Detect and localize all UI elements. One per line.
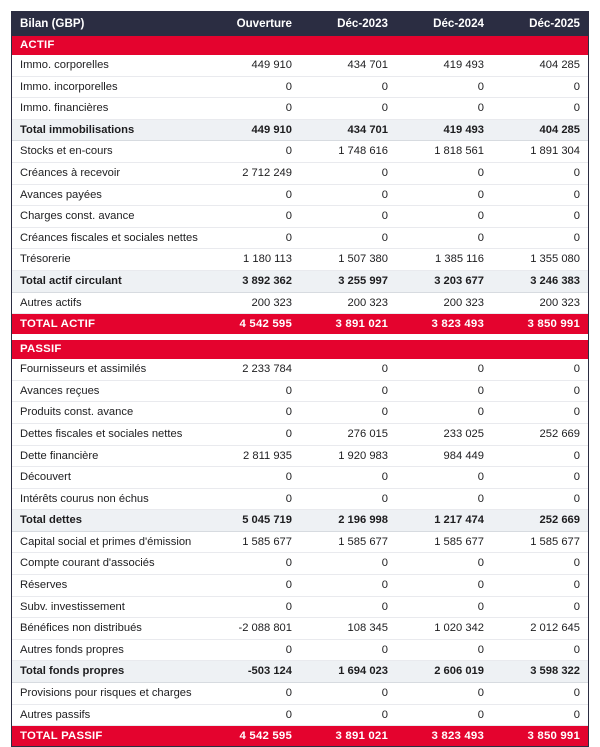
table-row: [12, 596, 588, 618]
row-value: 0: [300, 359, 396, 380]
row-value: 3 598 322: [492, 661, 588, 683]
section-header-label: ACTIF: [12, 36, 588, 55]
row-value: 0: [492, 380, 588, 402]
row-value: 1 920 983: [300, 445, 396, 467]
section-header-row: [12, 36, 588, 55]
row-value: 0: [300, 380, 396, 402]
row-value: 3 892 362: [204, 270, 300, 292]
row-value: 233 025: [396, 423, 492, 445]
row-value: 0: [204, 227, 300, 249]
table-row: [12, 618, 588, 640]
row-value: 3 255 997: [300, 270, 396, 292]
header-cell-title: Bilan (GBP): [12, 12, 204, 36]
row-label: TOTAL PASSIF: [12, 726, 204, 747]
row-value: 0: [300, 683, 396, 705]
table-row: [12, 359, 588, 380]
row-value: 0: [492, 98, 588, 120]
row-value: 0: [300, 596, 396, 618]
row-value: 5 045 719: [204, 510, 300, 532]
row-value: 4 542 595: [204, 726, 300, 747]
row-label: Avances payées: [12, 184, 204, 206]
header-cell-dec-2023: Déc-2023: [300, 12, 396, 36]
row-value: 0: [492, 553, 588, 575]
row-value: 0: [300, 575, 396, 597]
table-row: [12, 270, 588, 292]
row-value: 0: [300, 639, 396, 661]
row-label: Autres passifs: [12, 704, 204, 726]
row-value: 1 818 561: [396, 141, 492, 163]
row-label: Découvert: [12, 467, 204, 489]
row-value: 3 246 383: [492, 270, 588, 292]
row-value: 0: [300, 184, 396, 206]
row-label: Intérêts courus non échus: [12, 488, 204, 510]
row-value: 1 585 677: [396, 531, 492, 553]
row-label: Immo. corporelles: [12, 55, 204, 76]
row-label: Dettes fiscales et sociales nettes: [12, 423, 204, 445]
row-value: 0: [204, 98, 300, 120]
row-label: Créances à recevoir: [12, 162, 204, 184]
row-value: 3 891 021: [300, 314, 396, 335]
row-value: 0: [492, 575, 588, 597]
table-row: [12, 249, 588, 271]
row-value: 419 493: [396, 55, 492, 76]
row-value: 0: [396, 380, 492, 402]
row-label: Total immobilisations: [12, 119, 204, 141]
table-body: [12, 36, 588, 746]
row-value: 0: [396, 206, 492, 228]
row-value: 0: [204, 206, 300, 228]
row-value: 0: [396, 488, 492, 510]
row-value: 3 823 493: [396, 726, 492, 747]
row-value: 434 701: [300, 119, 396, 141]
row-value: 0: [300, 467, 396, 489]
row-value: 108 345: [300, 618, 396, 640]
row-label: Capital social et primes d'émission: [12, 531, 204, 553]
table-row: [12, 704, 588, 726]
table-row: [12, 510, 588, 532]
row-value: 2 233 784: [204, 359, 300, 380]
row-value: 0: [492, 76, 588, 98]
row-label: Autres actifs: [12, 292, 204, 314]
row-value: 0: [396, 402, 492, 424]
row-value: 0: [204, 184, 300, 206]
row-value: 2 811 935: [204, 445, 300, 467]
row-value: 0: [300, 553, 396, 575]
row-value: 1 507 380: [300, 249, 396, 271]
table-row: [12, 314, 588, 335]
table-row: [12, 98, 588, 120]
table-row: [12, 119, 588, 141]
row-value: 0: [204, 575, 300, 597]
table-row: [12, 402, 588, 424]
row-value: 1 585 677: [300, 531, 396, 553]
row-value: 404 285: [492, 55, 588, 76]
table-row: [12, 726, 588, 747]
row-value: 0: [492, 227, 588, 249]
row-value: 0: [300, 488, 396, 510]
row-value: 0: [396, 596, 492, 618]
row-label: Réserves: [12, 575, 204, 597]
table-row: [12, 380, 588, 402]
row-value: 0: [396, 639, 492, 661]
table-header: [12, 12, 588, 36]
row-value: 0: [396, 98, 492, 120]
row-value: 0: [300, 704, 396, 726]
section-header-label: PASSIF: [12, 340, 588, 359]
row-value: 0: [492, 467, 588, 489]
row-value: 1 585 677: [492, 531, 588, 553]
row-value: 0: [204, 467, 300, 489]
row-value: 1 585 677: [204, 531, 300, 553]
row-value: 1 180 113: [204, 249, 300, 271]
row-value: 0: [204, 683, 300, 705]
row-label: Immo. financières: [12, 98, 204, 120]
table-row: [12, 423, 588, 445]
row-value: 0: [204, 380, 300, 402]
row-value: 252 669: [492, 423, 588, 445]
row-value: 1 020 342: [396, 618, 492, 640]
row-value: 0: [396, 575, 492, 597]
row-value: 276 015: [300, 423, 396, 445]
row-value: 1 385 116: [396, 249, 492, 271]
row-value: 0: [492, 359, 588, 380]
table-row: [12, 531, 588, 553]
table-row: [12, 639, 588, 661]
row-value: 0: [492, 206, 588, 228]
row-value: 0: [204, 704, 300, 726]
row-label: Produits const. avance: [12, 402, 204, 424]
row-value: 2 606 019: [396, 661, 492, 683]
row-value: 0: [492, 639, 588, 661]
table-row: [12, 227, 588, 249]
row-value: 2 196 998: [300, 510, 396, 532]
table-row: [12, 467, 588, 489]
row-value: 3 203 677: [396, 270, 492, 292]
row-value: 0: [492, 184, 588, 206]
row-value: 0: [204, 596, 300, 618]
row-label: TOTAL ACTIF: [12, 314, 204, 335]
row-label: Avances reçues: [12, 380, 204, 402]
row-value: 0: [396, 162, 492, 184]
row-value: 0: [396, 184, 492, 206]
row-value: 1 748 616: [300, 141, 396, 163]
section-header-row: [12, 340, 588, 359]
row-value: 0: [492, 162, 588, 184]
row-value: -2 088 801: [204, 618, 300, 640]
row-value: 200 323: [300, 292, 396, 314]
row-value: 0: [396, 76, 492, 98]
row-value: 0: [396, 553, 492, 575]
row-label: Autres fonds propres: [12, 639, 204, 661]
row-label: Total fonds propres: [12, 661, 204, 683]
row-value: 0: [396, 704, 492, 726]
table-row: [12, 445, 588, 467]
row-value: 3 891 021: [300, 726, 396, 747]
row-value: 0: [300, 227, 396, 249]
row-value: 1 217 474: [396, 510, 492, 532]
row-label: Fournisseurs et assimilés: [12, 359, 204, 380]
row-label: Dette financière: [12, 445, 204, 467]
row-value: 449 910: [204, 119, 300, 141]
row-value: 3 823 493: [396, 314, 492, 335]
row-value: 0: [492, 704, 588, 726]
row-value: 404 285: [492, 119, 588, 141]
row-value: 984 449: [396, 445, 492, 467]
header-row: [12, 12, 588, 36]
row-value: 434 701: [300, 55, 396, 76]
row-value: 0: [396, 227, 492, 249]
row-value: 1 891 304: [492, 141, 588, 163]
row-value: 0: [204, 553, 300, 575]
row-label: Total actif circulant: [12, 270, 204, 292]
balance-sheet-table-container: [11, 11, 589, 747]
row-value: 0: [396, 359, 492, 380]
row-value: 0: [492, 488, 588, 510]
row-value: 0: [300, 206, 396, 228]
table-row: [12, 184, 588, 206]
row-label: Trésorerie: [12, 249, 204, 271]
row-label: Subv. investissement: [12, 596, 204, 618]
row-value: 3 850 991: [492, 314, 588, 335]
row-value: 3 850 991: [492, 726, 588, 747]
row-label: Stocks et en-cours: [12, 141, 204, 163]
row-value: 0: [300, 98, 396, 120]
row-value: 0: [204, 76, 300, 98]
table-row: [12, 575, 588, 597]
row-value: 0: [492, 445, 588, 467]
table-row: [12, 206, 588, 228]
row-value: 0: [492, 596, 588, 618]
row-value: 1 355 080: [492, 249, 588, 271]
row-label: Créances fiscales et sociales nettes: [12, 227, 204, 249]
row-value: 0: [204, 402, 300, 424]
table-row: [12, 553, 588, 575]
row-value: 2 712 249: [204, 162, 300, 184]
row-value: 449 910: [204, 55, 300, 76]
row-value: 0: [300, 76, 396, 98]
row-value: 0: [492, 683, 588, 705]
header-cell-ouverture: Ouverture: [204, 12, 300, 36]
row-value: 0: [396, 467, 492, 489]
table-row: [12, 141, 588, 163]
header-cell-dec-2024: Déc-2024: [396, 12, 492, 36]
row-label: Provisions pour risques et charges: [12, 683, 204, 705]
row-value: 1 694 023: [300, 661, 396, 683]
row-label: Compte courant d'associés: [12, 553, 204, 575]
row-value: 2 012 645: [492, 618, 588, 640]
row-label: Charges const. avance: [12, 206, 204, 228]
row-value: 4 542 595: [204, 314, 300, 335]
row-value: 252 669: [492, 510, 588, 532]
row-value: 0: [204, 141, 300, 163]
row-value: 200 323: [492, 292, 588, 314]
balance-sheet-table: [12, 12, 588, 746]
row-value: 0: [204, 488, 300, 510]
row-value: 200 323: [204, 292, 300, 314]
row-label: Total dettes: [12, 510, 204, 532]
table-row: [12, 292, 588, 314]
row-value: 0: [204, 423, 300, 445]
row-label: Immo. incorporelles: [12, 76, 204, 98]
row-value: 200 323: [396, 292, 492, 314]
row-label: Bénéfices non distribués: [12, 618, 204, 640]
row-value: 419 493: [396, 119, 492, 141]
row-value: 0: [492, 402, 588, 424]
table-row: [12, 55, 588, 76]
table-row: [12, 76, 588, 98]
row-value: 0: [300, 402, 396, 424]
row-value: -503 124: [204, 661, 300, 683]
header-cell-dec-2025: Déc-2025: [492, 12, 588, 36]
table-row: [12, 162, 588, 184]
table-row: [12, 488, 588, 510]
table-row: [12, 683, 588, 705]
row-value: 0: [396, 683, 492, 705]
row-value: 0: [204, 639, 300, 661]
row-value: 0: [300, 162, 396, 184]
table-row: [12, 661, 588, 683]
